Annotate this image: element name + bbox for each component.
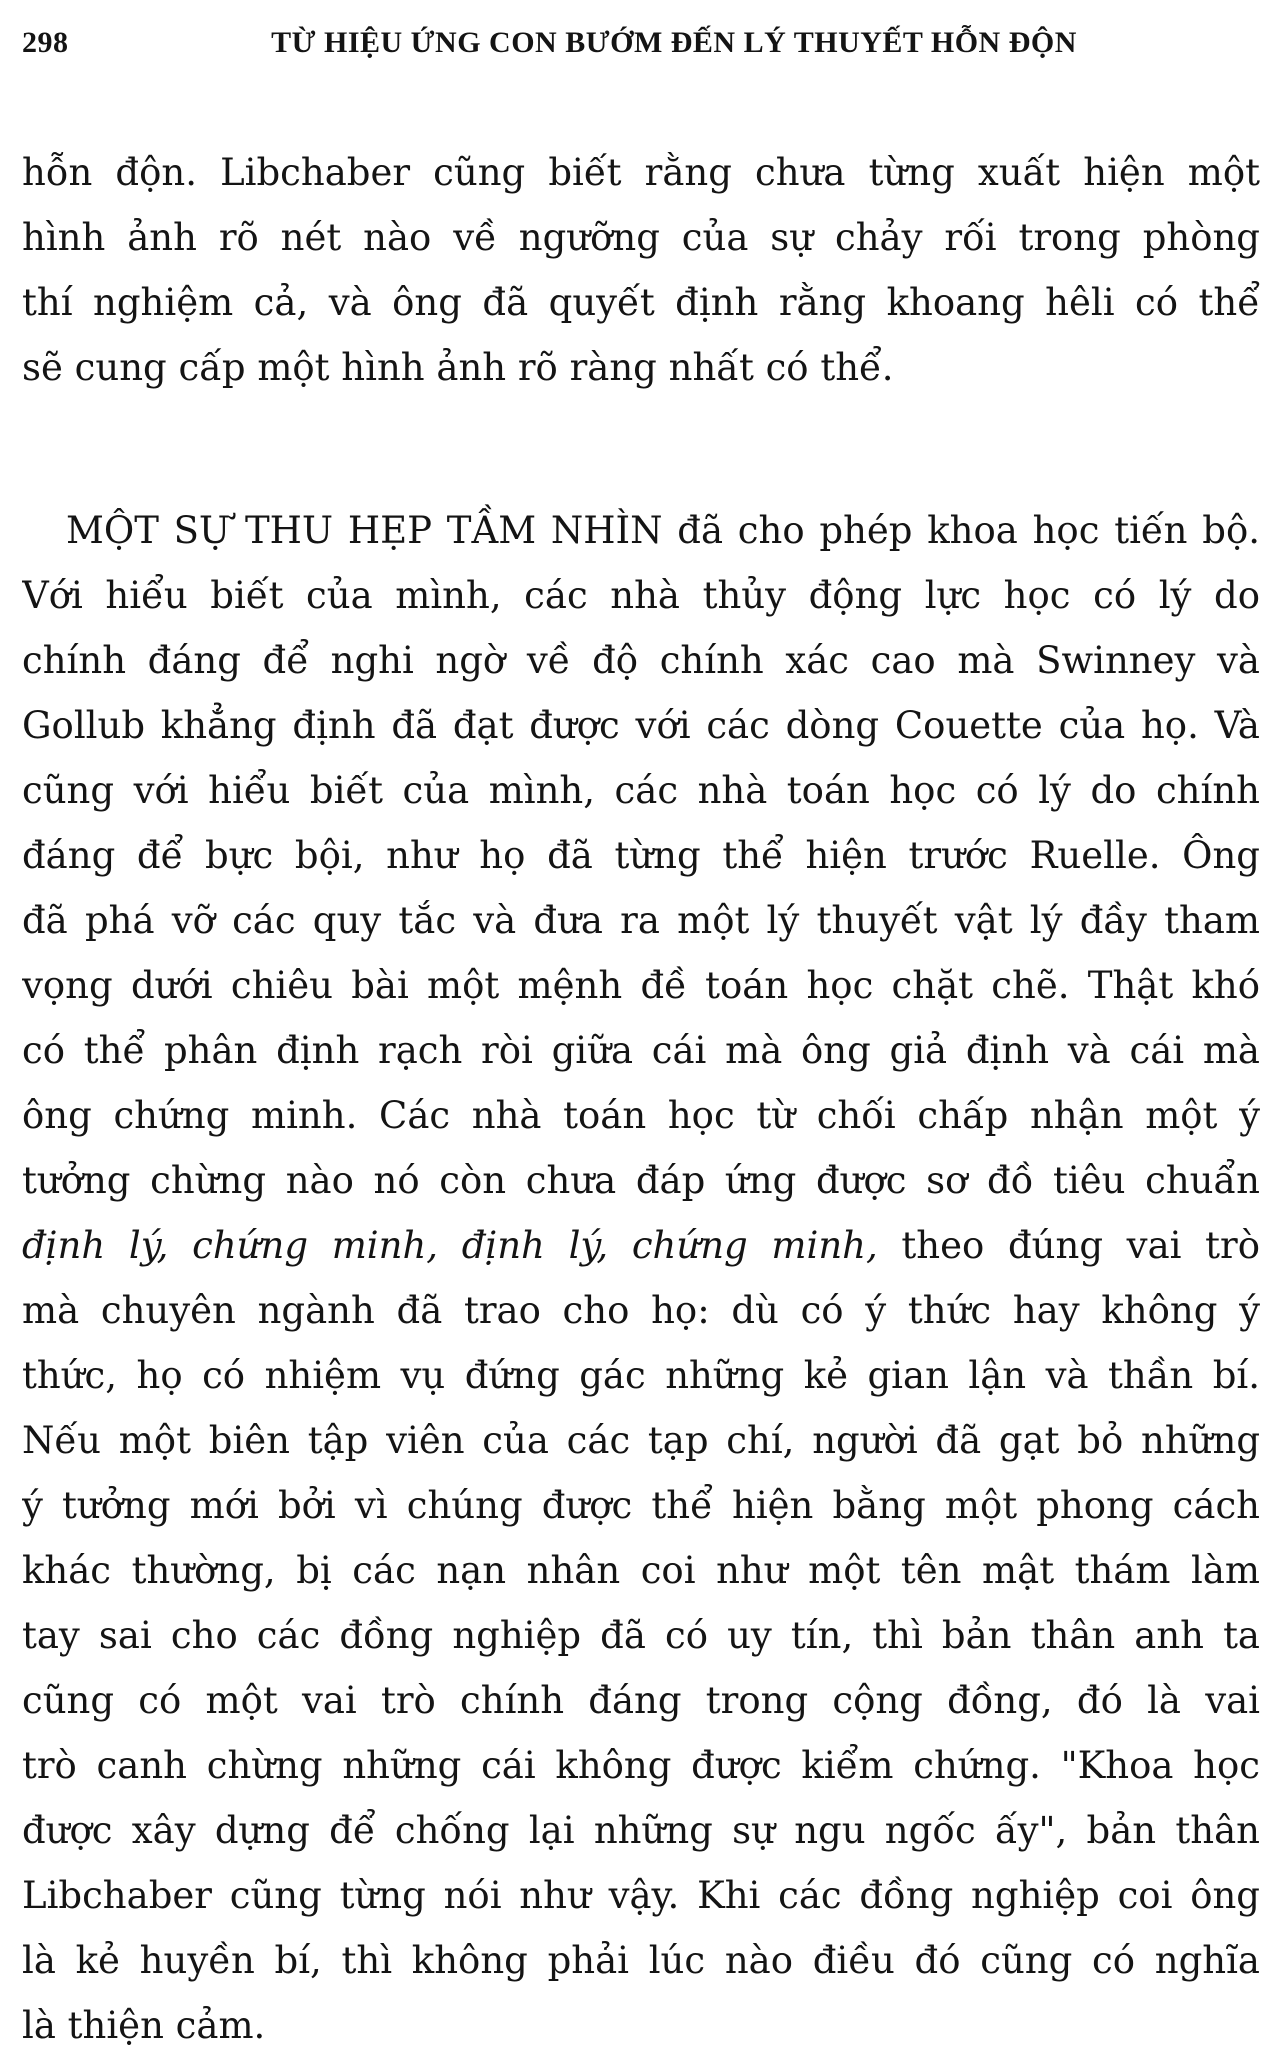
- text-line: Gollub khẳng định đã đạt được với các dòng Couette của họ. Và: [22, 704, 1260, 747]
- text-line: được xây dựng để chống lại những sự ngu ngốc ấy", bản thân: [22, 1809, 1260, 1852]
- text-line: tay sai cho các đồng nghiệp đã có uy tín, thì bản thân anh ta: [22, 1614, 1260, 1657]
- italic-text: định lý, chứng minh, định lý, chứng minh,: [22, 1224, 878, 1267]
- text-line: MỘT SỰ THU HẸP TẦM NHÌN đã cho phép khoa học tiến bộ.: [66, 509, 1260, 552]
- text-line: ông chứng minh. Các nhà toán học từ chối chấp nhận một ý: [22, 1094, 1260, 1137]
- text-line: mà chuyên ngành đã trao cho họ: dù có ý thức hay không ý: [22, 1289, 1260, 1332]
- text-line: cũng với hiểu biết của mình, các nhà toán học có lý do chính: [22, 769, 1260, 812]
- paragraph-2: [22, 498, 1260, 2058]
- text-line: chính đáng để nghi ngờ về độ chính xác cao mà Swinney và: [22, 639, 1260, 682]
- running-header: [22, 26, 1260, 70]
- paragraph-1: [22, 140, 1260, 400]
- text-line-italic: [22, 1213, 1260, 1278]
- text-line: cũng có một vai trò chính đáng trong cộng đồng, đó là vai: [22, 1679, 1260, 1722]
- text-line: Với hiểu biết của mình, các nhà thủy động lực học có lý do: [22, 574, 1260, 617]
- running-title: TỪ HIỆU ỨNG CON BƯỚM ĐẾN LÝ THUYẾT HỖN ĐỘN: [271, 26, 1077, 59]
- text-line: tưởng chừng nào nó còn chưa đáp ứng được sơ đồ tiêu chuẩn: [22, 1159, 1260, 1202]
- text-line: Libchaber cũng từng nói như vậy. Khi các đồng nghiệp coi ông: [22, 1874, 1260, 1917]
- text-line: sẽ cung cấp một hình ảnh rõ ràng nhất có thể.: [22, 346, 894, 389]
- text-line: có thể phân định rạch ròi giữa cái mà ông giả định và cái mà: [22, 1029, 1260, 1072]
- text-line: Nếu một biên tập viên của các tạp chí, người đã gạt bỏ những: [22, 1419, 1260, 1462]
- page-number: 298: [22, 26, 69, 59]
- text-line: hình ảnh rõ nét nào về ngưỡng của sự chảy rối trong phòng: [22, 216, 1260, 259]
- text-line: khác thường, bị các nạn nhân coi như một tên mật thám làm: [22, 1549, 1260, 1592]
- text-line: là kẻ huyền bí, thì không phải lúc nào điều đó cũng có nghĩa: [22, 1939, 1260, 1982]
- text-line: trò canh chừng những cái không được kiểm chứng. "Khoa học: [22, 1744, 1260, 1787]
- text-line: ý tưởng mới bởi vì chúng được thể hiện bằng một phong cách: [22, 1484, 1260, 1527]
- text-line: là thiện cảm.: [22, 2004, 266, 2047]
- text-line: vọng dưới chiêu bài một mệnh đề toán học chặt chẽ. Thật khó: [22, 964, 1260, 1007]
- text-line: thức, họ có nhiệm vụ đứng gác những kẻ gian lận và thần bí.: [22, 1354, 1260, 1397]
- text-line: hỗn độn. Libchaber cũng biết rằng chưa từng xuất hiện một: [22, 151, 1260, 194]
- text-line: đáng để bực bội, như họ đã từng thể hiện trước Ruelle. Ông: [22, 834, 1260, 877]
- text-line: thí nghiệm cả, và ông đã quyết định rằng khoang hêli có thể: [22, 281, 1260, 324]
- text-line: đã phá vỡ các quy tắc và đưa ra một lý thuyết vật lý đầy tham: [22, 899, 1260, 942]
- plain-text: theo đúng vai trò: [877, 1224, 1260, 1267]
